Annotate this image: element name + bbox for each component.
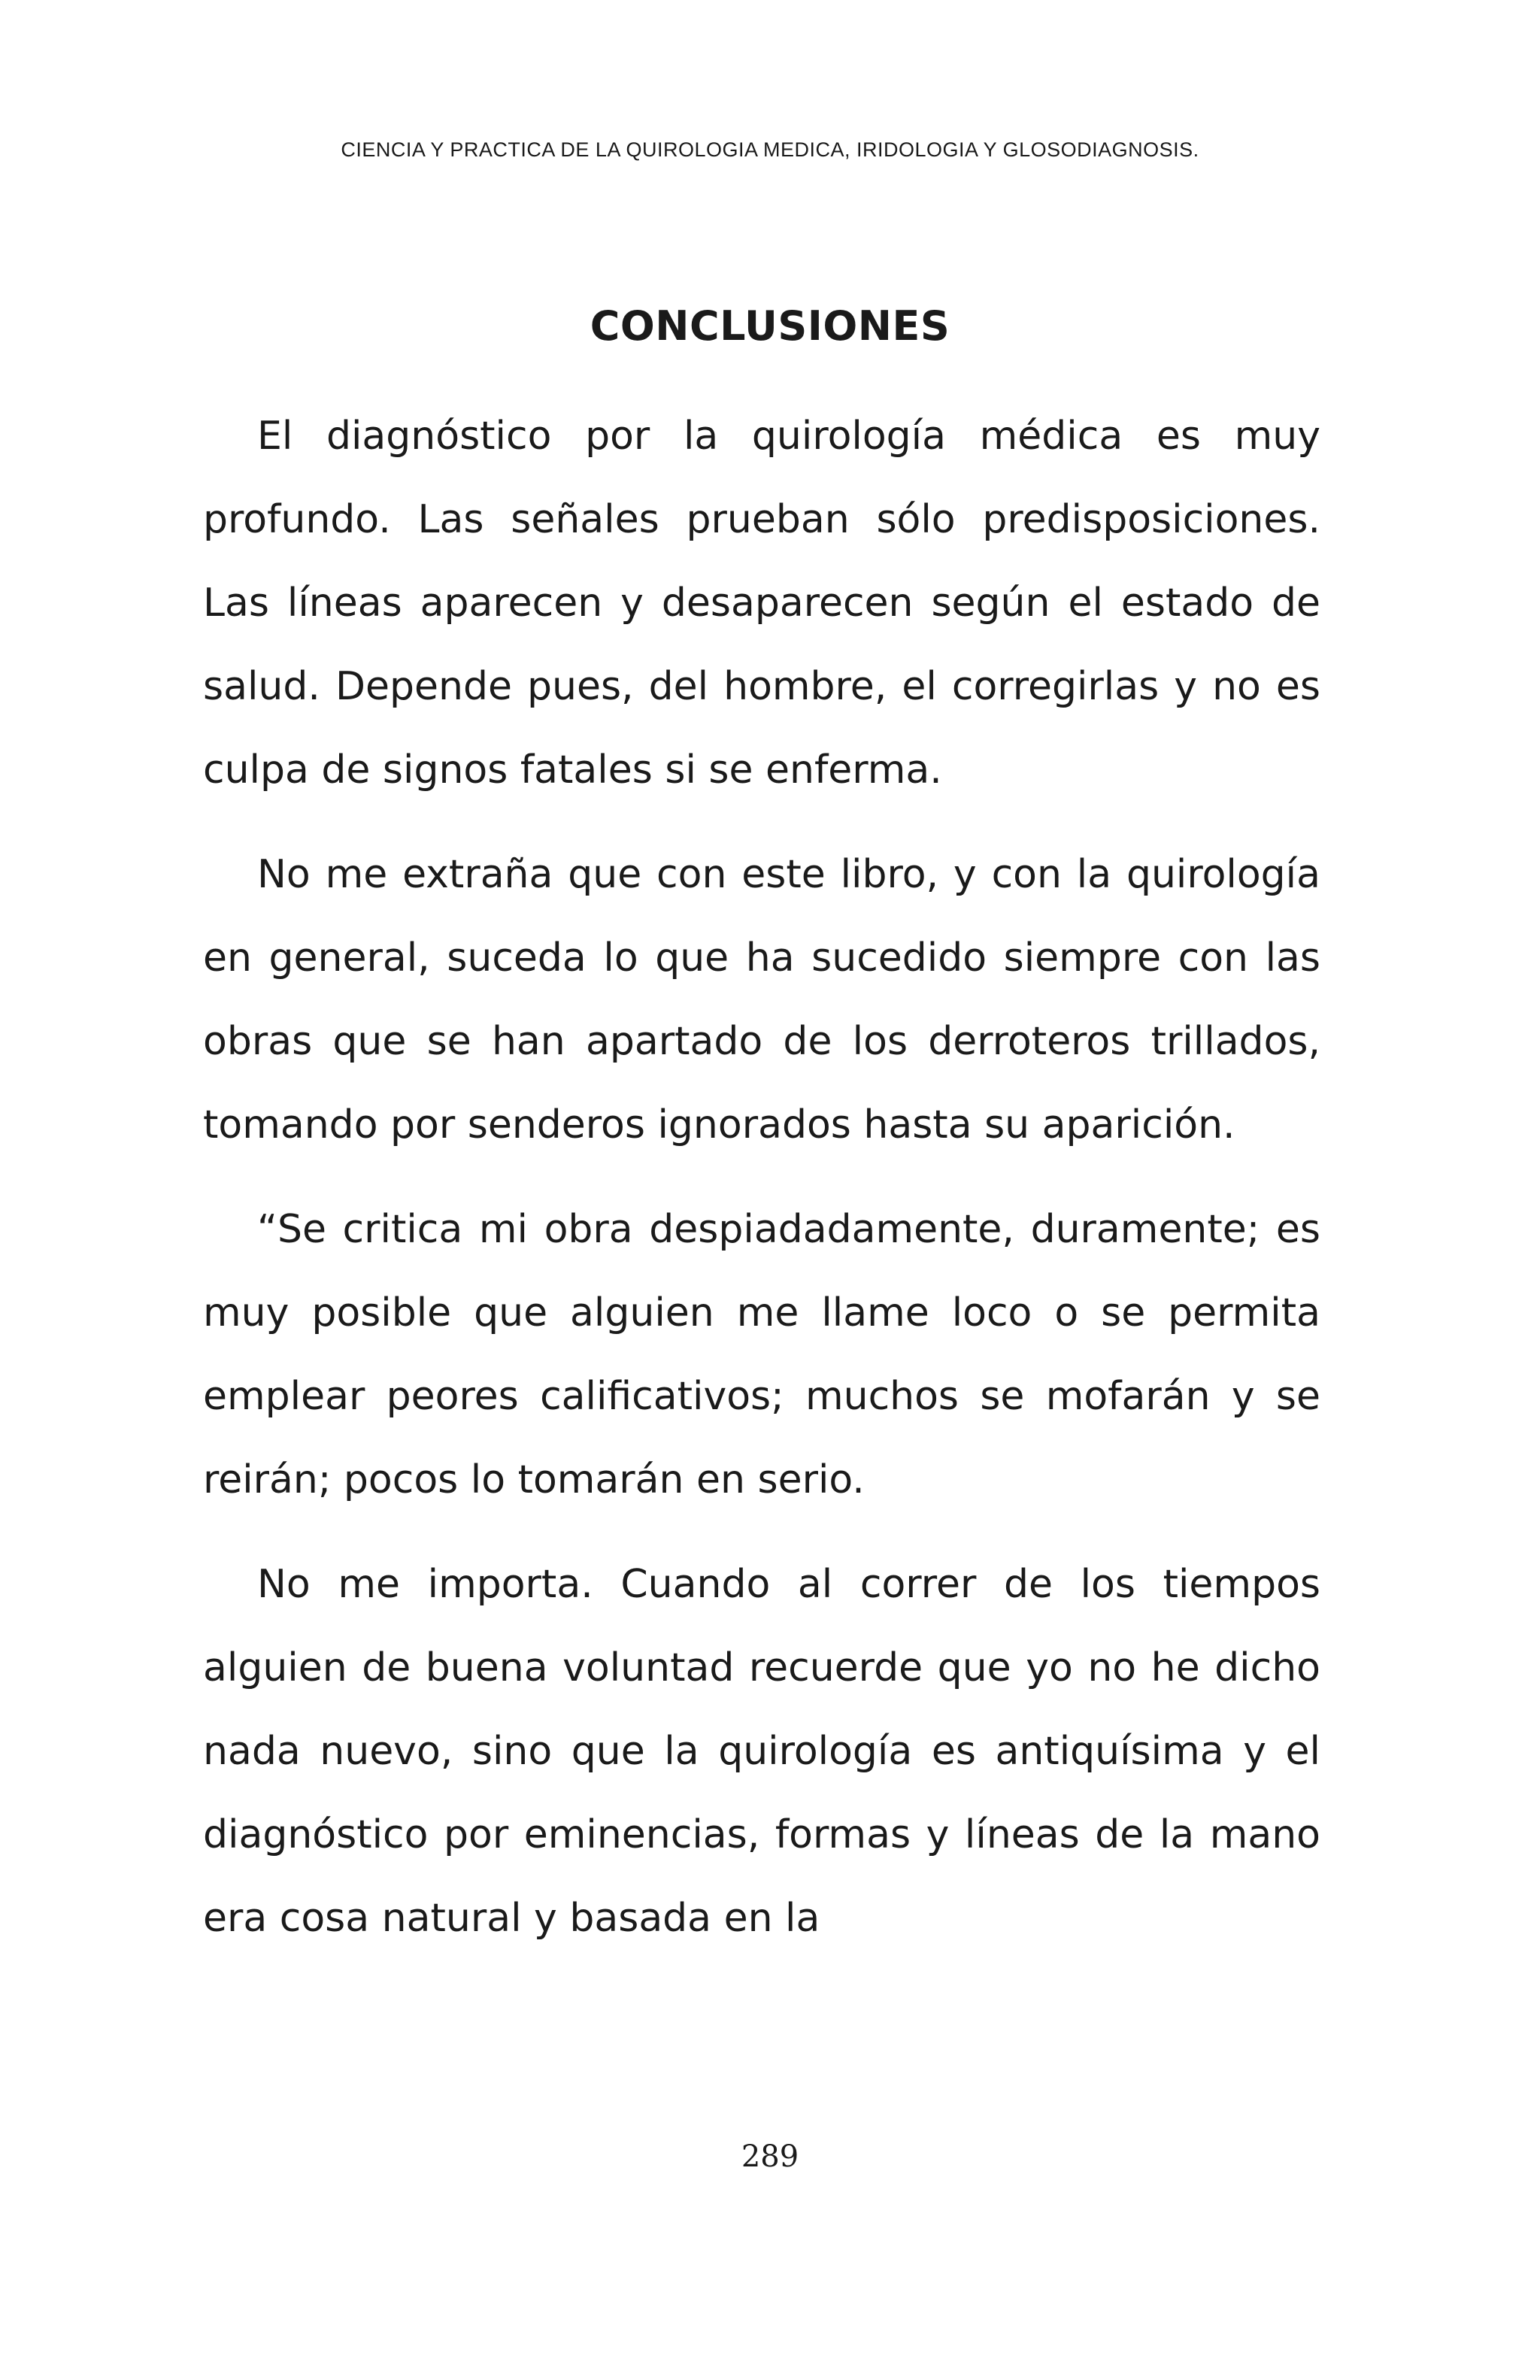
running-header: CIENCIA Y PRACTICA DE LA QUIROLOGIA MEDICA, IRIDOLOGIA Y GLOSODIAGNOSIS. [341, 138, 1199, 161]
paragraph: “Se critica mi obra despiadadamente, duramente; es muy posible que alguien me llame loco o se permita emplear peores calificativos; muchos se mofarán y se reirán; pocos lo tomarán en serio. [203, 1207, 1320, 1502]
body-text [203, 395, 1320, 1981]
chapter-title: CONCLUSIONES [590, 302, 950, 350]
page-number: 289 [741, 2139, 799, 2174]
paragraph: El diagnóstico por la quirología médica es muy profundo. Las señales prueban sólo predisposiciones. Las líneas aparecen y desaparecen según el estado de salud. Depende pues, del hombre, el corregirlas y no es culpa de signos fatales si se enferma. [203, 414, 1320, 793]
paragraph: No me importa. Cuando al correr de los tiempos alguien de buena voluntad recuerde que yo no he dicho nada nuevo, sino que la quirología es antiquísima y el diagnóstico por eminencias, formas y líneas de la mano era cosa natural y basada en la [203, 1562, 1320, 1941]
paragraph: No me extraña que con este libro, y con la quirología en general, suceda lo que ha sucedido siempre con las obras que se han apartado de los derroteros trillados, tomando por senderos ignorados hasta su aparición. [203, 852, 1320, 1148]
